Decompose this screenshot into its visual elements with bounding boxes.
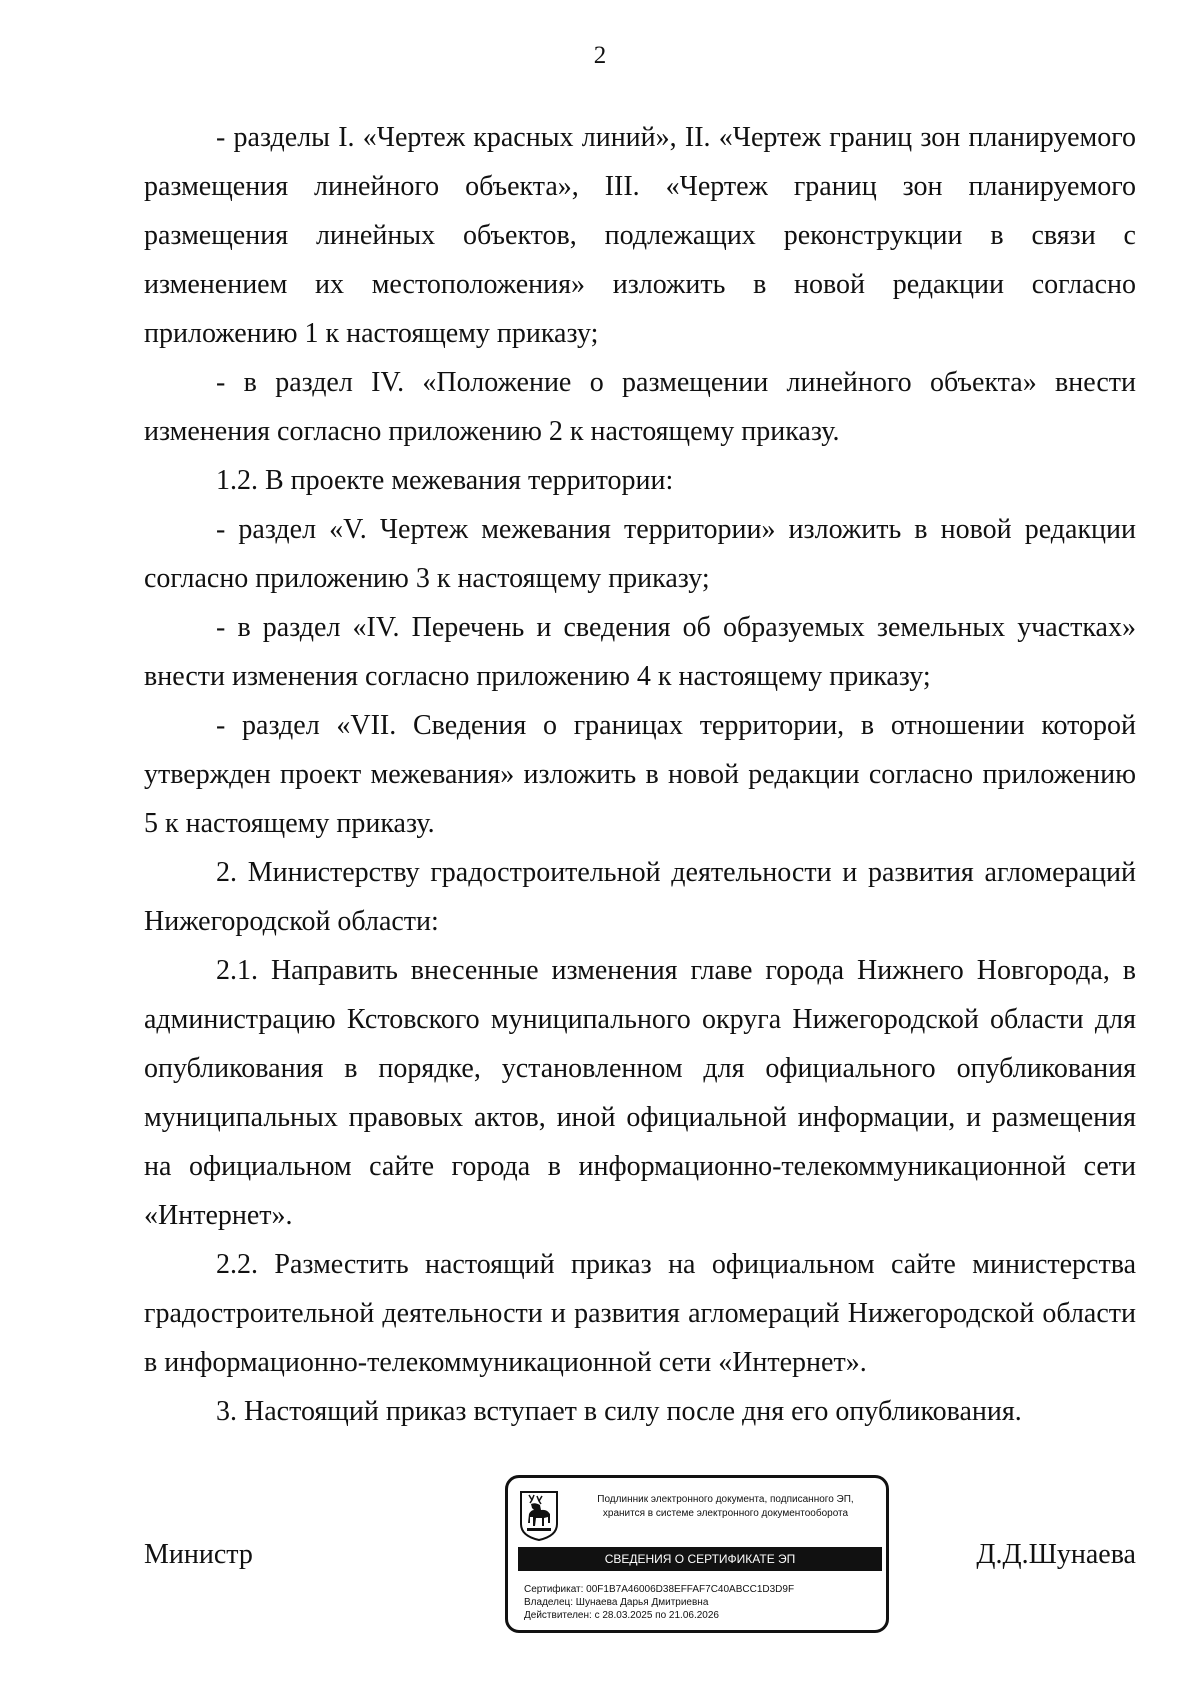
paragraph: 2.2. Разместить настоящий приказ на официальном сайте министерства градостроительной деятельности и развития агломераций Нижегородской области в информационно-телекоммуникационной сети «Интернет». xyxy=(144,1249,1136,1378)
document-body xyxy=(144,113,1136,1436)
signatory-name: Д.Д.Шунаева xyxy=(976,1539,1136,1570)
paragraph: - раздел «VII. Сведения о границах территории, в отношении которой утвержден проект межевания» изложить в новой редакции согласно приложению 5 к настоящему приказу. xyxy=(144,710,1136,839)
stamp-header: СВЕДЕНИЯ О СЕРТИФИКАТЕ ЭП xyxy=(518,1547,882,1571)
stamp-note xyxy=(568,1493,883,1521)
stamp-note-line: хранится в системе электронного документооборота xyxy=(602,1508,849,1519)
certificate-owner: Владелец: Шунаева Дарья Дмитриевна xyxy=(524,1597,709,1608)
signatory-title: Министр xyxy=(144,1539,253,1570)
paragraph: - разделы I. «Чертеж красных линий», II. «Чертеж границ зон планируемого размещения линейного объекта», III. «Чертеж границ зон планируемого размещения линейных объектов, подлежащих реконструкции в связи с изменением их местоположения» изложить в новой редакции согласно приложению 1 к настоящему приказу; xyxy=(144,122,1136,349)
paragraph: - в раздел «IV. Перечень и сведения об образуемых земельных участках» внести изменения согласно приложению 4 к настоящему приказу; xyxy=(144,612,1136,692)
paragraph: 3. Настоящий приказ вступает в силу после дня его опубликования. xyxy=(216,1396,1022,1427)
paragraph: 2.1. Направить внесенные изменения главе города Нижнего Новгорода, в администрацию Кстовского муниципального округа Нижегородской области для опубликования в порядке, установленном для официального опубликования муниципальных правовых актов, иной официальной информации, и размещения на официальном сайте города в информационно-телекоммуникационной сети «Интернет». xyxy=(144,955,1136,1231)
page-number: 2 xyxy=(593,42,607,69)
stamp-details xyxy=(524,1583,884,1622)
paragraph: - в раздел IV. «Положение о размещении линейного объекта» внести изменения согласно приложению 2 к настоящему приказу. xyxy=(144,367,1136,447)
stamp-note-line: Подлинник электронного документа, подписанного ЭП, xyxy=(597,1494,854,1505)
paragraph: 1.2. В проекте межевания территории: xyxy=(216,465,674,496)
paragraph: - раздел «V. Чертеж межевания территории» изложить в новой редакции согласно приложению 3 к настоящему приказу; xyxy=(144,514,1136,594)
paragraph: 2. Министерству градостроительной деятельности и развития агломераций Нижегородской области: xyxy=(144,857,1136,937)
certificate-number: Сертификат: 00F1B7A46006D38EFFAF7C40ABCC1D3D9F xyxy=(524,1584,795,1595)
certificate-validity: Действителен: с 28.03.2025 по 21.06.2026 xyxy=(524,1610,719,1621)
electronic-signature-stamp xyxy=(505,1475,889,1633)
deer-emblem-icon xyxy=(519,1490,559,1542)
